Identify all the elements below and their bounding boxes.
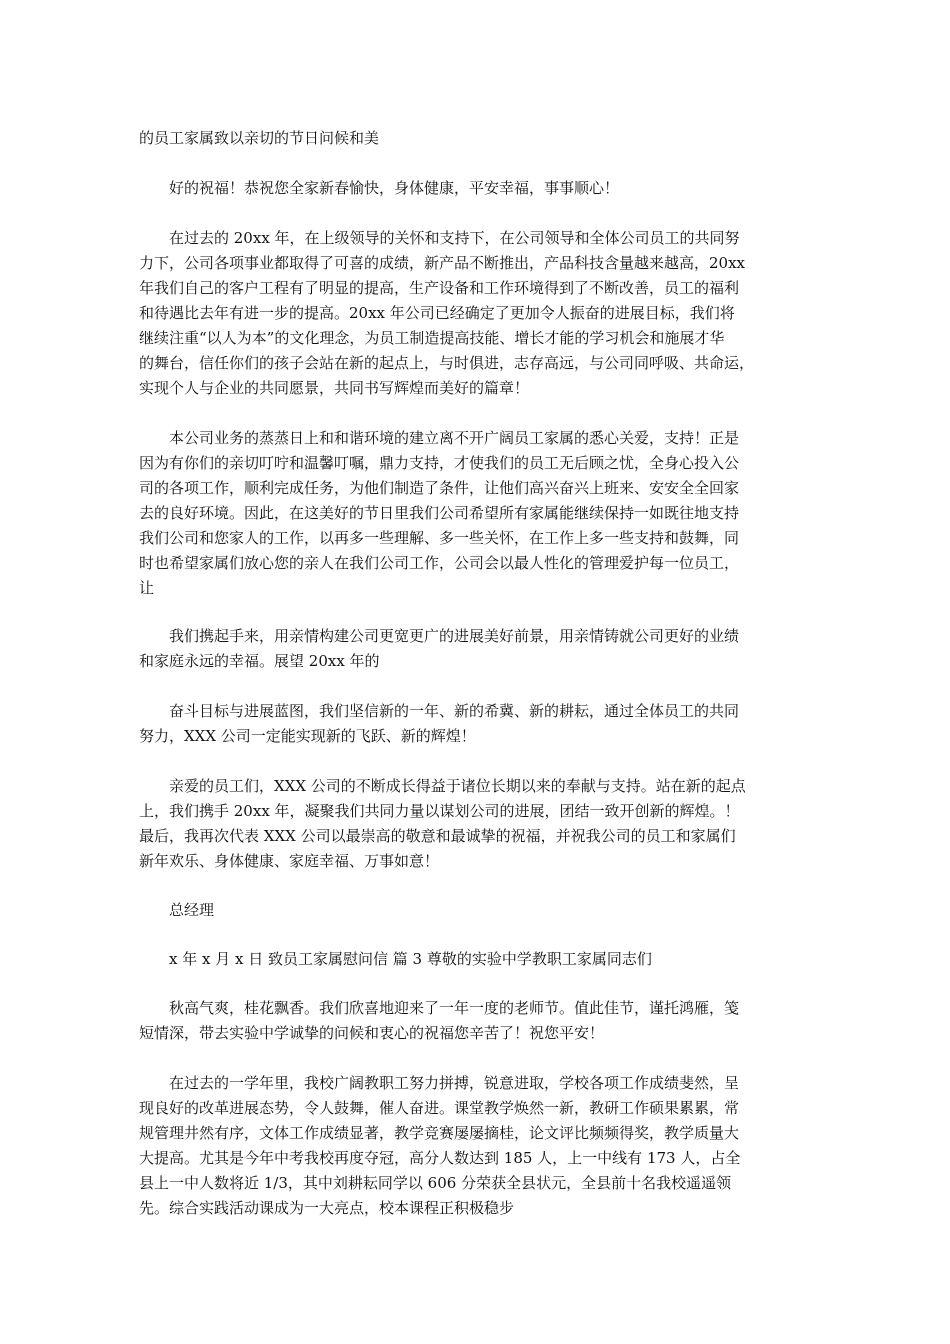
text-line: 年我们自己的客户工程有了明显的提高，生产设备和工作环境得到了不断改善，员工的福利 [139,279,740,297]
text-line: 总经理 [139,901,215,919]
text-line: 县上一中人数将近 1/3，其中刘耕耘同学以 606 分荣获全县状元，全县前十名我校遥遥领 [139,1174,732,1192]
paragraph-blessing [139,176,815,201]
text-line: 在过去的 20xx 年，在上级领导的关怀和支持下，在公司领导和全体公司员工的共同努 [139,229,740,247]
text-line: 实现个人与企业的共同愿景，共同书写辉煌而美好的篇章！ [139,379,530,397]
paragraph-blueprint [139,699,815,749]
text-line: 秋高气爽，桂花飘香。我们欣喜地迎来了一年一度的老师节。值此佳节，谨托鸿雁，笺 [139,999,740,1017]
paragraph-signature [139,898,815,923]
text-line: 我们携起手来，用亲情构建公司更宽更广的进展美好前景，用亲情铸就公司更好的业绩 [139,627,740,645]
paragraph-dear-employees [139,774,815,874]
text-line: 的舞台，信任你们的孩子会站在新的起点上，与时俱进，志存高远，与公司同呼吸、共命运， [139,354,755,372]
paragraph-hand-in-hand [139,624,815,674]
paragraph-autumn [139,996,815,1046]
text-line: 我们公司和您家人的工作，以再多一些理解、多一些关怀，在工作上多一些支持和鼓舞，同 [139,529,740,547]
text-line: 的员工家属致以亲切的节日问候和美 [139,129,380,147]
text-line: 在过去的一学年里，我校广阔教职工努力拼搏，锐意进取，学校各项工作成绩斐然，呈 [139,1074,740,1092]
text-line: 短情深，带去实验中学诚挚的问候和衷心的祝福您辛苦了！祝您平安！ [139,1024,605,1042]
paragraph-past-year [139,226,815,401]
text-line: 新年欢乐、身体健康、家庭幸福、万事如意！ [139,852,440,870]
paragraph-greeting-fragment [139,126,815,151]
text-line: 好的祝福！恭祝您全家新春愉快，身体健康，平安幸福，事事顺心！ [139,179,620,197]
text-line: 司的各项工作，顺利完成任务，为他们制造了条件，让他们高兴奋兴上班来、安安全全回家 [139,479,740,497]
text-line: 时也希望家属们放心您的亲人在我们公司工作，公司会以最人性化的管理爱护每一位员工， [139,554,740,572]
text-line: 本公司业务的蒸蒸日上和和谐环境的建立离不开广阔员工家属的悉心关爱，支持！正是 [139,429,740,447]
text-line: 先。综合实践活动课成为一大亮点，校本课程正积极稳步 [139,1199,515,1217]
text-line: 和待遇比去年有进一步的提高。20xx 年公司已经确定了更加令人振奋的进展目标，我们将 [139,304,735,322]
text-line: 规管理井然有序，文体工作成绩显著，教学竞赛屡屡摘桂，论文评比频频得奖，教学质量大 [139,1124,740,1142]
text-line: 上，我们携手 20xx 年，凝聚我们共同力量以谋划公司的进展，团结一致开创新的辉煌。！ [139,802,740,820]
text-line: 继续注重“以人为本”的文化理念，为员工制造提高技能、增长才能的学习机会和施展才华 [139,329,725,347]
text-line: 奋斗目标与进展蓝图，我们坚信新的一年、新的希冀、新的耕耘，通过全体员工的共同 [139,702,740,720]
paragraph-family-support [139,426,815,601]
text-line: 因为有你们的亲切叮咛和温馨叮嘱，鼎力支持，才使我们的员工无后顾之忧，全身心投入公 [139,454,740,472]
paragraph-date-heading [139,947,815,972]
text-line: 亲爱的员工们，XXX 公司的不断成长得益于诸位长期以来的奉献与支持。站在新的起点 [139,777,746,795]
text-line: 力下，公司各项事业都取得了可喜的成绩，新产品不断推出，产品科技含量越来越高，20xx [139,254,746,272]
text-line: 最后，我再次代表 XXX 公司以最崇高的敬意和最诚挚的祝福，并祝我公司的员工和家属们 [139,827,736,845]
text-line: x 年 x 月 x 日 致员工家属慰问信 篇 3 尊敬的实验中学教职工家属同志们 [139,950,652,968]
text-line: 努力，XXX 公司一定能实现新的飞跃、新的辉煌！ [139,727,476,745]
text-line: 去的良好环境。因此，在这美好的节日里我们公司希望所有家属能继续保持一如既往地支持 [139,504,740,522]
text-line: 让 [139,579,155,597]
text-line: 现良好的改革进展态势，令人鼓舞，催人奋进。课堂教学焕然一新，教研工作硕果累累，常 [139,1099,740,1117]
paragraph-school-year [139,1071,815,1221]
text-line: 和家庭永远的幸福。展望 20xx 年的 [139,652,380,670]
text-line: 大提高。尤其是今年中考我校再度夺冠，高分人数达到 185 人，上一中线有 173 人，占全 [139,1149,741,1167]
